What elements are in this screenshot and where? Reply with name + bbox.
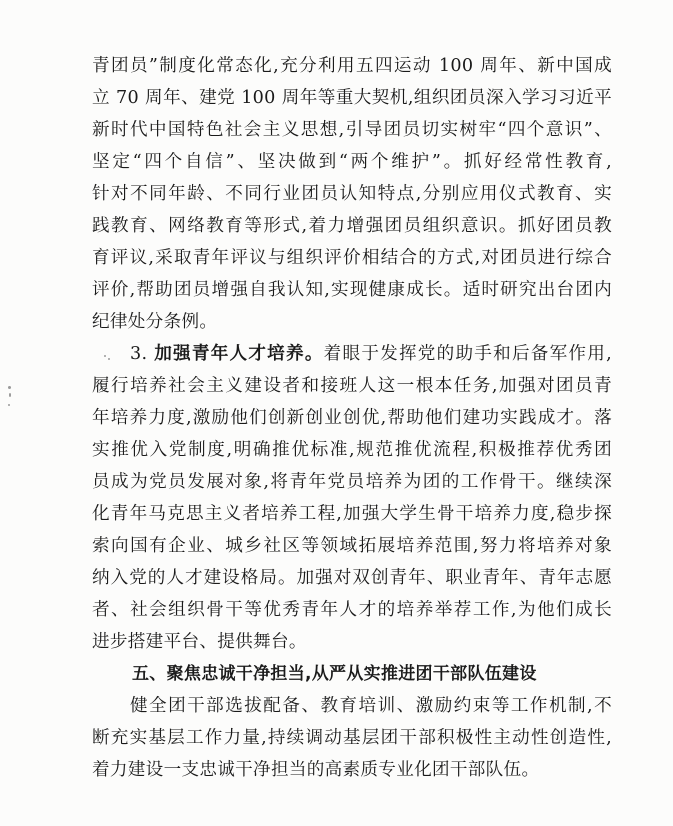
section-heading: 五、聚焦忠诚干净担当,从严从实推进团干部队伍建设 <box>132 664 537 684</box>
paragraph-line: 纪律处分条例。 <box>92 312 218 332</box>
paragraph-line: 健全团干部选拔配备、教育培训、激励约束等工作机制,不 <box>130 696 612 716</box>
paragraph-line: 针对不同年龄、不同行业团员认知特点,分别应用仪式教育、实 <box>92 184 612 204</box>
paragraph-talent-cultivation <box>92 338 612 658</box>
paragraph-line: 立 70 周年、建党 100 周年等重大契机,组织团员深入学习习近平 <box>92 88 612 108</box>
document-body <box>92 50 612 786</box>
paragraph-line: 新时代中国特色社会主义思想,引导团员切实树牢“四个意识”、 <box>92 120 612 140</box>
paragraph-line: 断充实基层工作力量,持续调动基层团干部积极性主动性创造性, <box>92 728 612 748</box>
paragraph-first-line <box>92 338 612 370</box>
paragraph-line: 化青年马克思主义者培养工程,加强大学生骨干培养力度,稳步探 <box>92 504 612 524</box>
paragraph-line: 年培养力度,激励他们创新创业创优,帮助他们建功实践成才。落 <box>92 408 612 428</box>
item-first-line-text: 着眼于发挥党的助手和后备军作用, <box>323 344 612 364</box>
paragraph-line: 者、社会组织骨干等优秀青年人才的培养举荐工作,为他们成长 <box>92 600 612 620</box>
paragraph-member-education <box>92 50 612 338</box>
scan-speckle <box>8 386 11 389</box>
scan-speckle <box>9 393 11 397</box>
paragraph-line: 进步搭建平台、提供舞台。 <box>92 632 307 652</box>
paragraph-line: 评价,帮助团员增强自我认知,实现健康成长。适时研究出台团内 <box>92 280 612 300</box>
paragraph-line: 践教育、网络教育等形式,着力增强团员组织意识。抓好团员教 <box>92 216 612 236</box>
paragraph-line: 员成为党员发展对象,将青年党员培养为团的工作骨干。继续深 <box>92 472 612 492</box>
item-title: 加强青年人才培养。 <box>154 343 324 364</box>
paragraph-line: 履行培养社会主义建设者和接班人这一根本任务,加强对团员青 <box>92 376 612 396</box>
paragraph-line: 着力建设一支忠诚干净担当的高素质专业化团干部队伍。 <box>92 760 540 780</box>
paragraph-line: 实推优入党制度,明确推优标准,规范推优流程,积极推荐优秀团 <box>92 440 612 460</box>
item-number: 3. <box>130 344 148 364</box>
paragraph-line: 育评议,采取青年评议与组织评价相结合的方式,对团员进行综合 <box>92 248 612 268</box>
paragraph-line: 索向国有企业、城乡社区等领域拓展培养范围,努力将培养对象 <box>92 536 612 556</box>
paragraph-line: 青团员”制度化常态化,充分利用五四运动 100 周年、新中国成 <box>92 56 612 76</box>
paragraph-line: 坚定“四个自信”、坚决做到“两个维护”。抓好经常性教育, <box>92 152 612 172</box>
scan-speckle <box>8 404 10 406</box>
paragraph-line: 纳入党的人才建设格局。加强对双创青年、职业青年、青年志愿 <box>92 568 612 588</box>
section-cadre-team <box>92 658 612 786</box>
